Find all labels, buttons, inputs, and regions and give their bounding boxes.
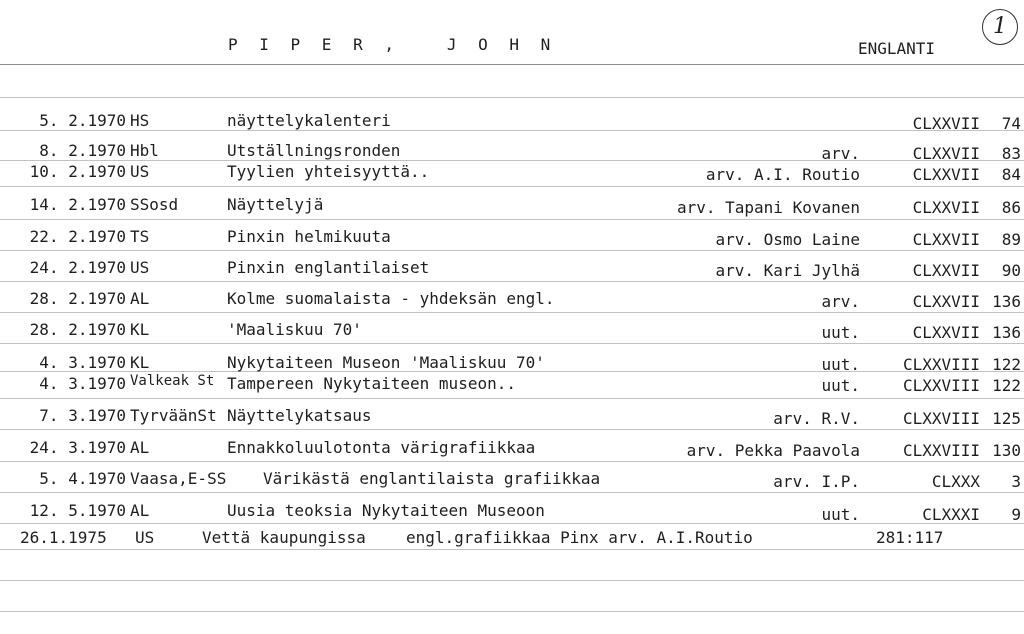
entry-source: AL: [130, 501, 150, 520]
entry-volume: CLXXVIII: [902, 441, 980, 460]
entry-title: Pinxin helmikuuta: [227, 227, 391, 246]
entry-title: Uusia teoksia Nykytaiteen Museoon: [227, 501, 545, 520]
entry-date: 24. 3.1970: [29, 438, 126, 457]
entry-page: 9: [1011, 505, 1021, 524]
entry-title: Tampereen Nykytaiteen museon..: [227, 374, 516, 393]
entry-volume: CLXXVII: [912, 114, 980, 133]
entry-source: KL: [130, 320, 150, 339]
entry-date: 5. 4.1970: [39, 469, 126, 488]
rule-line: [0, 160, 1024, 161]
entry-title: Pinxin englantilaiset: [227, 258, 430, 277]
card-number: 1: [982, 9, 1018, 45]
entry-reviewer: arv.: [821, 292, 860, 311]
entry-page: 86: [1001, 198, 1021, 217]
entry-source: AL: [130, 289, 150, 308]
entry-date: 24. 2.1970: [29, 258, 126, 277]
footer-title: Vettä kaupungissa: [202, 528, 366, 547]
rule-line: [0, 186, 1024, 187]
entry-page: 83: [1001, 144, 1021, 163]
rule-line: [0, 523, 1024, 524]
rule-line: [0, 611, 1024, 612]
entry-date: 28. 2.1970: [29, 289, 126, 308]
rule-line: [0, 219, 1024, 220]
footer-source: US: [135, 528, 155, 547]
entry-reviewer: arv. I.P.: [773, 472, 860, 491]
entry-title: näyttelykalenteri: [227, 111, 391, 130]
entry-volume: CLXXVIII: [902, 409, 980, 428]
entry-page: 122: [992, 376, 1021, 395]
entry-date: 10. 2.1970: [29, 162, 126, 181]
entry-volume: CLXXVIII: [902, 355, 980, 374]
entry-volume: CLXXX: [931, 472, 980, 491]
entry-page: 74: [1001, 114, 1021, 133]
entry-volume: CLXXVII: [912, 165, 980, 184]
entry-source: Vaasa,E-SS: [130, 469, 227, 488]
entry-date: 4. 3.1970: [39, 353, 126, 372]
rule-line: [0, 343, 1024, 344]
entry-title: Värikästä englantilaista grafiikkaa: [263, 469, 601, 488]
entry-source: US: [130, 258, 150, 277]
entry-volume: CLXXVIII: [902, 376, 980, 395]
entry-reviewer: arv.: [821, 144, 860, 163]
rule-line: [0, 250, 1024, 251]
entry-date: 28. 2.1970: [29, 320, 126, 339]
entry-source: SSosd: [130, 195, 179, 214]
entry-volume: CLXXVII: [912, 292, 980, 311]
rule-line: [0, 461, 1024, 462]
entry-source: TyrväänSt: [130, 406, 217, 425]
entry-reviewer: arv. Kari Jylhä: [715, 261, 860, 280]
rule-line: [0, 281, 1024, 282]
header-rule: [0, 64, 1024, 65]
entry-page: 90: [1001, 261, 1021, 280]
entry-title: Nykytaiteen Museon 'Maaliskuu 70': [227, 353, 545, 372]
entry-reviewer: arv. R.V.: [773, 409, 860, 428]
entry-source: TS: [130, 227, 150, 246]
entry-date: 22. 2.1970: [29, 227, 126, 246]
entry-title: Kolme suomalaista - yhdeksän engl.: [227, 289, 555, 308]
rule-line: [0, 580, 1024, 581]
entry-page: 136: [992, 323, 1021, 342]
entry-volume: CLXXVII: [912, 323, 980, 342]
entry-date: 5. 2.1970: [39, 111, 126, 130]
entry-reviewer: uut.: [821, 505, 860, 524]
rule-line: [0, 549, 1024, 550]
footer-date: 26.1.1975: [20, 528, 107, 547]
entry-date: 4. 3.1970: [39, 374, 126, 393]
entry-source: AL: [130, 438, 150, 457]
entry-source: KL: [130, 353, 150, 372]
entry-reviewer: arv. Osmo Laine: [715, 230, 860, 249]
entry-reviewer: uut.: [821, 323, 860, 342]
entry-page: 89: [1001, 230, 1021, 249]
entry-title: Näyttelykatsaus: [227, 406, 372, 425]
entry-title: Tyylien yhteisyyttä..: [227, 162, 430, 181]
entry-title: Utställningsronden: [227, 141, 401, 160]
entry-date: 14. 2.1970: [29, 195, 126, 214]
card-name: P I P E R , J O H N: [228, 35, 557, 54]
rule-line: [0, 429, 1024, 430]
footer-detail: engl.grafiikkaa Pinx arv. A.I.Routio: [406, 528, 753, 547]
rule-line: [0, 312, 1024, 313]
entry-reviewer: uut.: [821, 355, 860, 374]
entry-reviewer: uut.: [821, 376, 860, 395]
entry-date: 12. 5.1970: [29, 501, 126, 520]
card-country: ENGLANTI: [858, 39, 936, 58]
entry-reviewer: arv. A.I. Routio: [705, 165, 860, 184]
rule-line: [0, 130, 1024, 131]
entry-page: 125: [992, 409, 1021, 428]
entry-page: 3: [1011, 472, 1021, 491]
entry-page: 136: [992, 292, 1021, 311]
entry-volume: CLXXVII: [912, 198, 980, 217]
entry-date: 8. 2.1970: [39, 141, 126, 160]
rule-line: [0, 97, 1024, 98]
entry-title: Näyttelyjä: [227, 195, 324, 214]
entry-title: 'Maaliskuu 70': [227, 320, 362, 339]
entry-volume: CLXXXI: [922, 505, 980, 524]
entry-volume: CLXXVII: [912, 230, 980, 249]
entry-volume: CLXXVII: [912, 144, 980, 163]
entry-title: Ennakkoluulotonta värigrafiikkaa: [227, 438, 536, 457]
entry-source: US: [130, 162, 150, 181]
footer-ref: 281:117: [876, 528, 944, 547]
entry-volume: CLXXVII: [912, 261, 980, 280]
entry-page: 130: [992, 441, 1021, 460]
entry-source: Valkeak St: [130, 373, 215, 389]
entry-source: Hbl: [130, 141, 159, 160]
entry-reviewer: arv. Pekka Paavola: [686, 441, 860, 460]
entry-page: 84: [1001, 165, 1021, 184]
rule-line: [0, 398, 1024, 399]
entry-reviewer: arv. Tapani Kovanen: [676, 198, 860, 217]
entry-date: 7. 3.1970: [39, 406, 126, 425]
entry-page: 122: [992, 355, 1021, 374]
rule-line: [0, 492, 1024, 493]
entry-source: HS: [130, 111, 150, 130]
